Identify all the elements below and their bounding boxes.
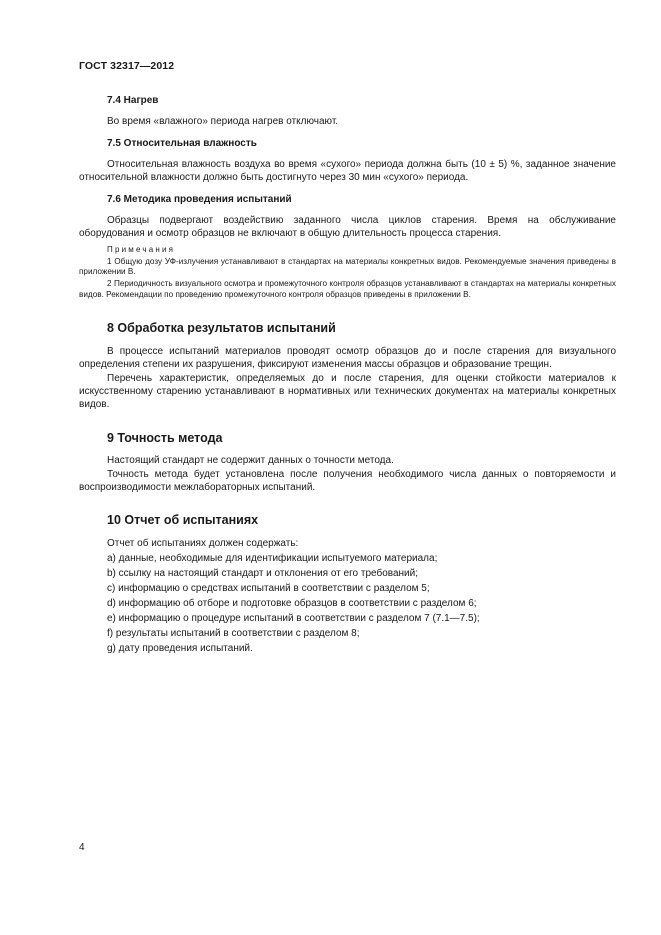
section-9-para-1: Настоящий стандарт не содержит данных о точности метода. (107, 454, 394, 466)
page-header: ГОСТ 32317—2012 (79, 60, 175, 72)
section-7-5-text: Относительная влажность воздуха во время «сухого» периода должна быть (10 ± 5) %, заданное значение относительной влажности должно быть достигнуто через 30 мин «сухого» периода. (79, 159, 616, 183)
section-7-6-text: Образцы подвергают воздействию заданного числа циклов старения. Время на обслуживание оборудования и осмотр образцов не включают в общую длительность процесса старения. (79, 215, 616, 239)
page-number: 4 (79, 842, 85, 853)
report-item-a: a) данные, необходимые для идентификации испытуемого материала; (107, 552, 438, 564)
notes-title: Примечания (107, 245, 176, 254)
section-7-4-heading: 7.4 Нагрев (107, 95, 159, 106)
page-content (79, 90, 616, 655)
section-9-para-2: Точность метода будет установлена после получения необходимого числа данных о повторяемости и воспроизводимости межлабораторных испытаний. (79, 468, 616, 493)
report-item-c: c) информацию о средствах испытаний в соответствии с разделом 5; (107, 582, 430, 594)
section-10-intro: Отчет об испытаниях должен содержать: (107, 537, 299, 549)
report-item-f: f) результаты испытаний в соответствии с разделом 8; (107, 627, 360, 639)
report-item-b: b) ссылку на настоящий стандарт и отклонения от его требований; (107, 567, 418, 579)
report-item-e: e) информацию о процедуре испытаний в соответствии с разделом 7 (7.1—7.5); (107, 612, 480, 624)
report-item-g: g) дату проведения испытаний. (107, 642, 253, 654)
section-7-5-heading: 7.5 Относительная влажность (107, 138, 257, 149)
note-2: 2 Периодичность визуального осмотра и промежуточного контроля образцов устанавливают в стандартах на материалы конкретных видов. Рекомендации по проведению промежуточного контроля образцов приведены в приложении В. (79, 279, 616, 299)
section-8-para-1: В процессе испытаний материалов проводят осмотр образцов до и после старения для визуального определения степени их разрушения, фиксируют изменения массы образцов и образование трещин. (79, 345, 616, 370)
section-7-6-heading: 7.6 Методика проведения испытаний (107, 194, 292, 205)
report-item-d: d) информацию об отборе и подготовке образцов в соответствии с разделом 6; (107, 597, 477, 609)
section-9-heading: 9 Точность метода (107, 430, 223, 445)
section-10-heading: 10 Отчет об испытаниях (107, 512, 259, 527)
section-7-4-text: Во время «влажного» периода нагрев отключают. (107, 116, 339, 127)
section-8-para-2: Перечень характеристик, определяемых до и после старения, для оценки стойкости материалов к искусственному старению устанавливают в нормативных или технических документах на материалы конкретных видов. (79, 372, 616, 410)
section-8-heading: 8 Обработка результатов испытаний (107, 320, 336, 335)
note-1: 1 Общую дозу УФ-излучения устанавливают в стандартах на материалы конкретных видов. Рекомендуемые значения приведены в приложении В. (79, 257, 616, 277)
